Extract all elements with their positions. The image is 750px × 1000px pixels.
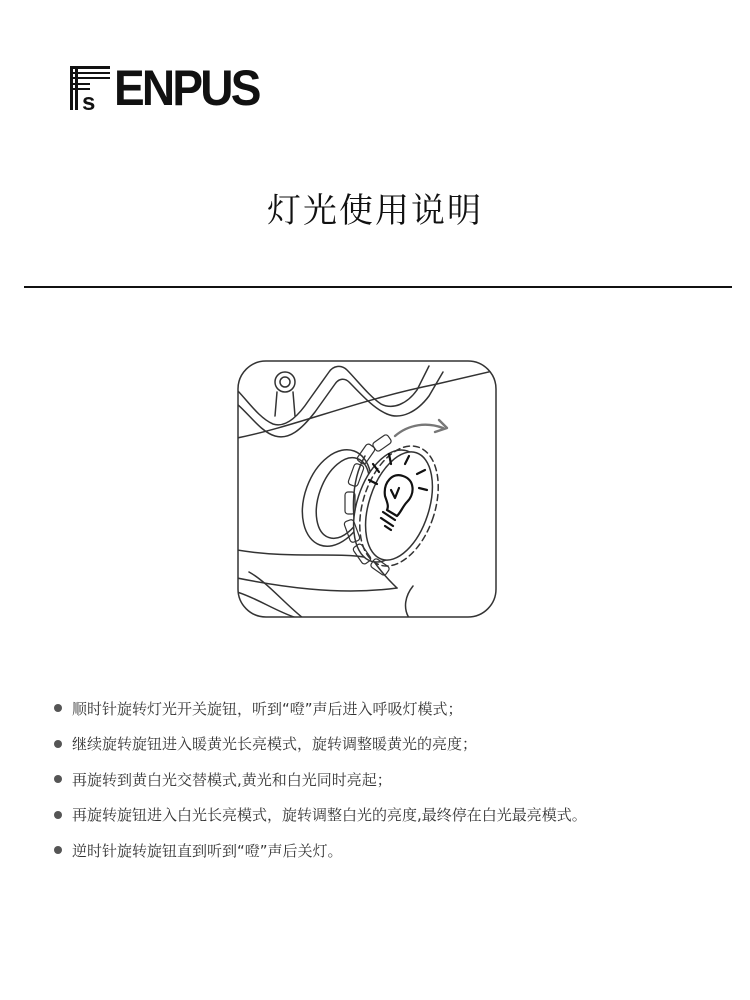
knob-illustration xyxy=(237,360,497,618)
logo-mark-letters: s xyxy=(82,89,96,112)
instruction-text: 再旋转旋钮进入白光长亮模式，旋转调整白光的亮度,最终停在白光最亮模式。 xyxy=(72,806,587,824)
list-item xyxy=(54,698,587,718)
page-title: 灯光使用说明 xyxy=(267,191,483,231)
divider xyxy=(24,286,732,288)
bullet-icon xyxy=(54,704,62,712)
bullet-icon xyxy=(54,740,62,748)
instruction-text: 继续旋转旋钮进入暖黄光长亮模式，旋转调整暖黄光的亮度； xyxy=(72,735,478,753)
list-item xyxy=(54,734,587,754)
bullet-icon xyxy=(54,811,62,819)
logo-wordmark: ENPUS xyxy=(114,60,259,116)
instruction-text: 逆时针旋转旋钮直到听到“噔”声后关灯。 xyxy=(72,841,343,860)
brand-logo xyxy=(68,60,271,116)
list-item xyxy=(54,840,587,860)
bullet-icon xyxy=(54,846,62,854)
instruction-text: 再旋转到黄白光交替模式,黄光和白光同时亮起； xyxy=(72,770,392,789)
list-item xyxy=(54,805,587,825)
instruction-list xyxy=(54,698,587,876)
bullet-icon xyxy=(54,775,62,783)
instruction-text: 顺时针旋转灯光开关旋钮，听到“噔”声后进入呼吸灯模式； xyxy=(72,699,463,718)
list-item xyxy=(54,769,587,789)
logo-mark xyxy=(68,64,114,112)
